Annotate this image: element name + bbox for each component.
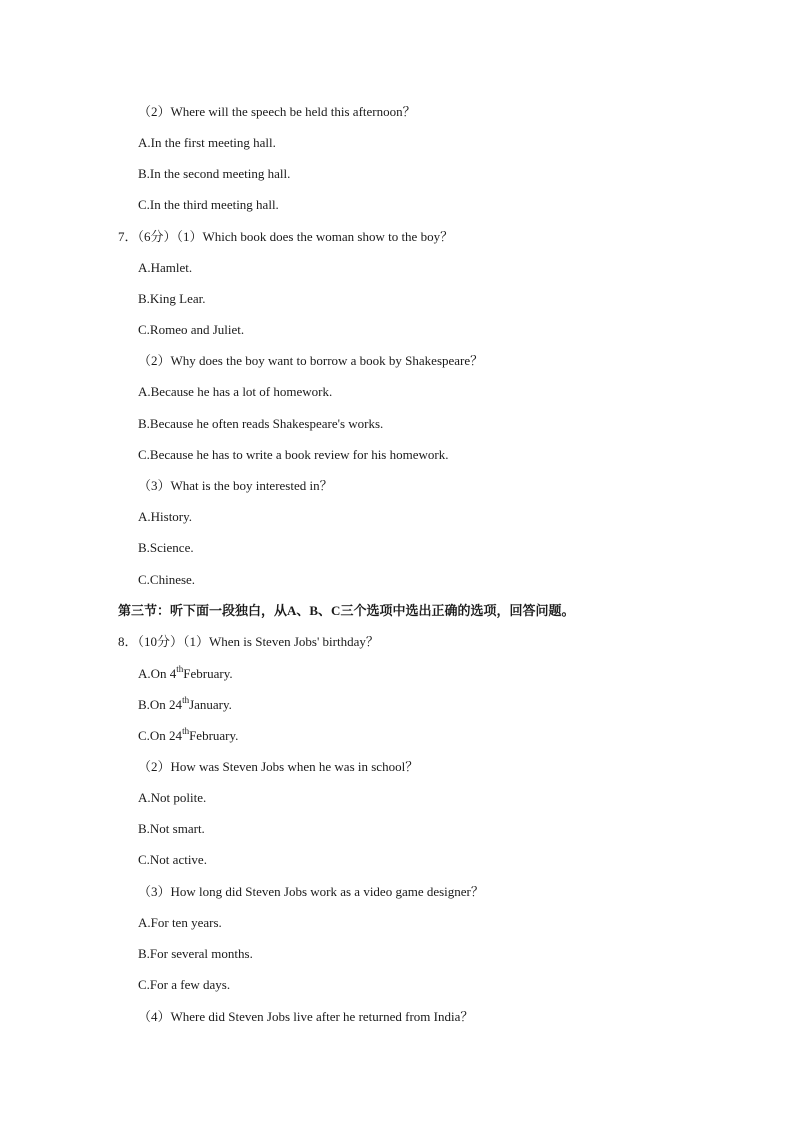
option-a: A.Not polite. bbox=[138, 790, 207, 805]
option-text: February. bbox=[189, 728, 239, 743]
superscript: th bbox=[182, 694, 190, 705]
question-6-sub2: （2）Where will the speech be held this afternoon？ bbox=[138, 104, 416, 119]
question-7-header: 7．（6分）（1）Which book does the woman show to the boy？ bbox=[118, 229, 454, 244]
option-b bbox=[138, 694, 232, 713]
option-a: A.Because he has a lot of homework. bbox=[138, 384, 333, 399]
option-text: A.On 4 bbox=[138, 666, 177, 681]
option-b: B.Not smart. bbox=[138, 821, 205, 836]
option-c: C.In the third meeting hall. bbox=[138, 197, 279, 212]
superscript: th bbox=[182, 725, 190, 736]
option-b: B.Because he often reads Shakespeare's works. bbox=[138, 416, 384, 431]
question-7-sub3: （3）What is the boy interested in？ bbox=[138, 478, 333, 493]
option-c: C.Chinese. bbox=[138, 572, 196, 587]
option-c bbox=[138, 725, 239, 744]
option-c: C.Because he has to write a book review for his homework. bbox=[138, 447, 449, 462]
option-c: C.For a few days. bbox=[138, 977, 231, 992]
option-a bbox=[138, 663, 233, 682]
option-b: B.For several months. bbox=[138, 946, 253, 961]
option-text: B.On 24 bbox=[138, 697, 183, 712]
superscript: th bbox=[176, 663, 184, 674]
question-8-sub2: （2）How was Steven Jobs when he was in school？ bbox=[138, 759, 419, 774]
option-c: C.Not active. bbox=[138, 852, 207, 867]
option-b: B.Science. bbox=[138, 540, 194, 555]
question-7-sub2: （2）Why does the boy want to borrow a book by Shakespeare？ bbox=[138, 353, 484, 368]
question-8-sub3: （3）How long did Steven Jobs work as a video game designer？ bbox=[138, 884, 484, 899]
option-a: A.Hamlet. bbox=[138, 260, 193, 275]
option-b: B.King Lear. bbox=[138, 291, 206, 306]
option-a: A.History. bbox=[138, 509, 193, 524]
question-8-sub4: （4）Where did Steven Jobs live after he returned from India？ bbox=[138, 1009, 474, 1024]
question-8-header: 8．（10分）（1）When is Steven Jobs' birthday？ bbox=[118, 634, 379, 649]
option-text: January. bbox=[189, 697, 232, 712]
option-text: C.On 24 bbox=[138, 728, 183, 743]
section-3-heading: 第三节：听下面一段独白，从A、B、C三个选项中选出正确的选项，回答问题。 bbox=[118, 603, 575, 618]
option-b: B.In the second meeting hall. bbox=[138, 166, 291, 181]
option-c: C.Romeo and Juliet. bbox=[138, 322, 245, 337]
option-a: A.In the first meeting hall. bbox=[138, 135, 276, 150]
option-text: February. bbox=[183, 666, 233, 681]
option-a: A.For ten years. bbox=[138, 915, 222, 930]
